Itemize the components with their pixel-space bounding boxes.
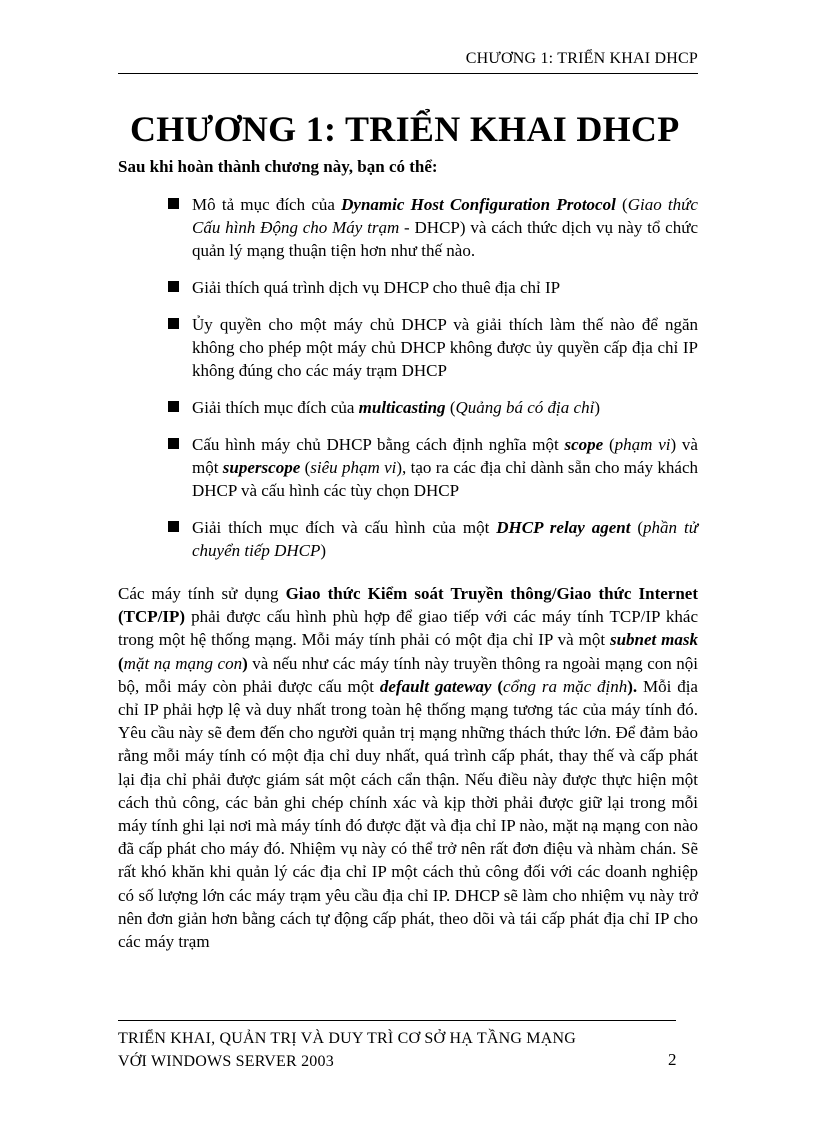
square-bullet-icon	[168, 438, 179, 449]
body-paragraph: Các máy tính sử dụng Giao thức Kiểm soát Truyền thông/Giao thức Internet (TCP/IP) phải được cấu hình phù hợp để giao tiếp với các máy tính TCP/IP khác trong một hệ thống mạng. Mỗi máy tính phải có một địa chỉ IP và một subnet mask (mặt nạ mạng con) và nếu như các máy tính này truyền thông ra ngoài mạng con nội bộ, mỗi máy còn phải được cấu một default gateway (cổng ra mặc định). Mỗi địa chỉ IP phải hợp lệ và duy nhất trong toàn hệ thống mạng tương tác của máy tính đó. Yêu cầu này sẽ đem đến cho người quản trị mạng những thách thức lớn. Để đảm bảo rằng mỗi máy tính có một địa chỉ duy nhất, quá trình cấp phát, thay thế và cấp phát lại địa chỉ phải được giám sát một cách cẩn thận. Nếu điều này được thực hiện một cách thủ công, các bản ghi chép chính xác và kịp thời phải được giữ lại trong mỗi máy tính ghi lại nơi mà máy tính đó được đặt và địa chỉ IP nào, mặt nạ mạng con nào đã cấp phát cho máy đó. Nhiệm vụ này có thể trở nên rất đơn điệu và nhàm chán. Sẽ rất khó khăn khi quản lý các địa chỉ IP một cách thủ công đối với các doanh nghiệp có số lượng lớn các máy trạm yêu cầu địa chỉ IP. DHCP sẽ làm cho nhiệm vụ này trở nên đơn giản hơn bằng cách tự động cấp phát, theo dõi và tái cấp phát địa chỉ IP cho các máy trạm	[118, 584, 698, 952]
square-bullet-icon	[168, 198, 179, 209]
chapter-intro: Sau khi hoàn thành chương này, bạn có thể:	[118, 157, 438, 176]
objective-item: Giải thích mục đích và cấu hình của một DHCP relay agent (phần tử chuyển tiếp DHCP)	[168, 516, 698, 562]
square-bullet-icon	[168, 521, 179, 532]
square-bullet-icon	[168, 318, 179, 329]
objective-item: Giải thích mục đích của multicasting (Quảng bá có địa chỉ)	[168, 396, 698, 419]
objectives-list	[168, 193, 698, 576]
objective-item: Cấu hình máy chủ DHCP bằng cách định nghĩa một scope (phạm vi) và một superscope (siêu phạm vi), tạo ra các địa chỉ dành sẵn cho máy khách DHCP và cấu hình các tùy chọn DHCP	[168, 433, 698, 502]
square-bullet-icon	[168, 281, 179, 292]
footer-line: TRIỂN KHAI, QUẢN TRỊ VÀ DUY TRÌ CƠ SỞ HẠ TẦNG MẠNG	[118, 1030, 576, 1047]
header-divider	[118, 73, 698, 74]
page-number: 2	[668, 1050, 677, 1069]
chapter-title: CHƯƠNG 1: TRIỂN KHAI DHCP	[130, 109, 680, 149]
objective-item: Giải thích quá trình dịch vụ DHCP cho thuê địa chỉ IP	[168, 276, 698, 299]
objective-item: Mô tả mục đích của Dynamic Host Configuration Protocol (Giao thức Cấu hình Động cho Máy trạm - DHCP) và cách thức dịch vụ này tổ chức quản lý mạng thuận tiện hơn như thế nào.	[168, 193, 698, 262]
footer-line: VỚI WINDOWS SERVER 2003	[118, 1053, 334, 1070]
footer-divider	[118, 1020, 676, 1021]
footer-book-title	[118, 1027, 658, 1073]
objective-item: Ủy quyền cho một máy chủ DHCP và giải thích làm thế nào để ngăn không cho phép một máy chủ DHCP không được ủy quyền cấp địa chỉ IP không đúng cho các máy trạm DHCP	[168, 313, 698, 382]
running-header: CHƯƠNG 1: TRIỂN KHAI DHCP	[465, 50, 698, 67]
square-bullet-icon	[168, 401, 179, 412]
